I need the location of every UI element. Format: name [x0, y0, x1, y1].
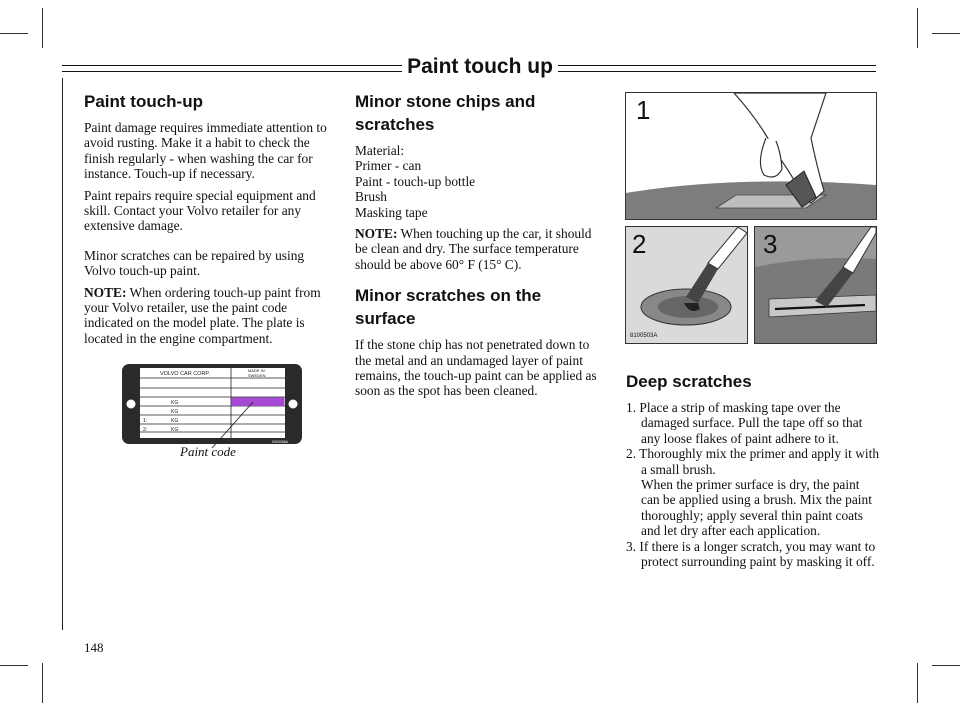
- figure-2: [625, 226, 748, 344]
- material-line: Brush: [355, 189, 387, 205]
- crop-mark: [42, 8, 43, 48]
- note: [355, 226, 605, 272]
- figure-1: [625, 92, 877, 220]
- material-list: [355, 143, 605, 220]
- step-number: 1.: [626, 400, 637, 415]
- plate-rivet: [127, 400, 136, 409]
- header-rule-left: [62, 65, 402, 72]
- step-text: If there is a longer scratch, you may want to protect surrounding paint by masking it off.: [639, 538, 876, 570]
- step-number: 3.: [626, 538, 637, 554]
- section-title: Deep scratches: [626, 372, 752, 391]
- note-label: NOTE:: [84, 284, 127, 300]
- list-item: [626, 446, 881, 538]
- crop-mark: [917, 8, 918, 48]
- figure-number: 1: [636, 95, 651, 125]
- crop-mark: [932, 33, 960, 34]
- plate-origin: MADE IN: [248, 368, 265, 373]
- note-label: NOTE:: [355, 226, 398, 242]
- paint-code-caption: Paint code: [180, 444, 236, 459]
- material-line: Primer - can: [355, 158, 422, 174]
- column-deep-scratches: [626, 370, 881, 569]
- deep-scratches-steps: [626, 400, 881, 569]
- page-number: 148: [84, 640, 104, 655]
- material-line: Paint - touch-up bottle: [355, 173, 476, 189]
- crop-mark: [932, 665, 960, 666]
- paint-code-field: [232, 398, 285, 407]
- column-paint-touch-up: [84, 90, 334, 352]
- left-margin-rule: [62, 78, 63, 630]
- step-text: When the primer surface is dry, the paint can be applied using a brush. Mix the paint thoroughly; apply several thin paint coats and let dry after each application.: [641, 477, 872, 539]
- page-title: Paint touch up: [407, 55, 553, 78]
- plate-figure-code: 0300068A: [272, 440, 288, 444]
- svg-text:1:: 1:: [143, 418, 148, 424]
- section-title: Minor stone chips and scratches: [355, 92, 536, 134]
- material-line: Material:: [355, 143, 405, 158]
- figure-code: 8100503A: [630, 333, 658, 339]
- crop-mark: [0, 33, 28, 34]
- crop-mark: [42, 663, 43, 703]
- section-title: Minor scratches on the surface: [355, 286, 542, 329]
- plate-origin: SWEDEN: [248, 373, 266, 378]
- list-item: [626, 400, 881, 446]
- note-text: When touching up the car, it should be clean and dry. The surface temperature should be above 60° F (15° C).: [355, 226, 592, 272]
- paragraph: Minor scratches can be repaired by using Volvo touch-up paint.: [84, 247, 305, 279]
- svg-text:KG: KG: [171, 400, 179, 406]
- crop-mark: [0, 665, 28, 666]
- paragraph: Paint repairs require special equipment and skill. Contact your Volvo retailer for any extensive damage.: [84, 187, 316, 234]
- step-text: Thoroughly mix the primer and apply it with a small brush.: [639, 446, 880, 477]
- note-text: When ordering touch-up paint from your Volvo retailer, use the paint code indicated on the model plate. The plate is located in the engine compartment.: [84, 284, 321, 346]
- svg-text:KG: KG: [171, 427, 179, 433]
- paragraph: If the stone chip has not penetrated down to the metal and an undamaged layer of paint remains, the touch-up paint can be applied as soon as the spot has been cleaned.: [355, 337, 597, 399]
- plate-rivet: [289, 400, 298, 409]
- crop-mark: [917, 663, 918, 703]
- svg-text:2:: 2:: [143, 427, 148, 433]
- column-minor-stone-chips: [355, 90, 605, 405]
- svg-text:KG: KG: [171, 409, 179, 415]
- step-text: Place a strip of masking tape over the damaged surface. Pull the tape off so that any loose flakes of paint adhere to it.: [639, 400, 863, 446]
- plate-maker: VOLVO CAR CORP.: [160, 371, 210, 377]
- figure-number: 2: [632, 229, 647, 259]
- figure-number: 3: [763, 229, 778, 259]
- material-line: Masking tape: [355, 204, 428, 220]
- list-item: [626, 539, 881, 570]
- header-rule-right: [558, 65, 876, 72]
- model-plate-figure: [120, 360, 306, 452]
- section-title: Paint touch-up: [84, 92, 203, 111]
- paragraph: Paint damage requires immediate attention to avoid rusting. Make it a habit to check the finish regularly - when washing the car for instance. Touch-up if necessary.: [84, 120, 327, 182]
- svg-text:KG: KG: [171, 418, 179, 424]
- figure-3: [754, 226, 877, 344]
- note: [84, 285, 334, 347]
- step-number: 2.: [626, 446, 637, 462]
